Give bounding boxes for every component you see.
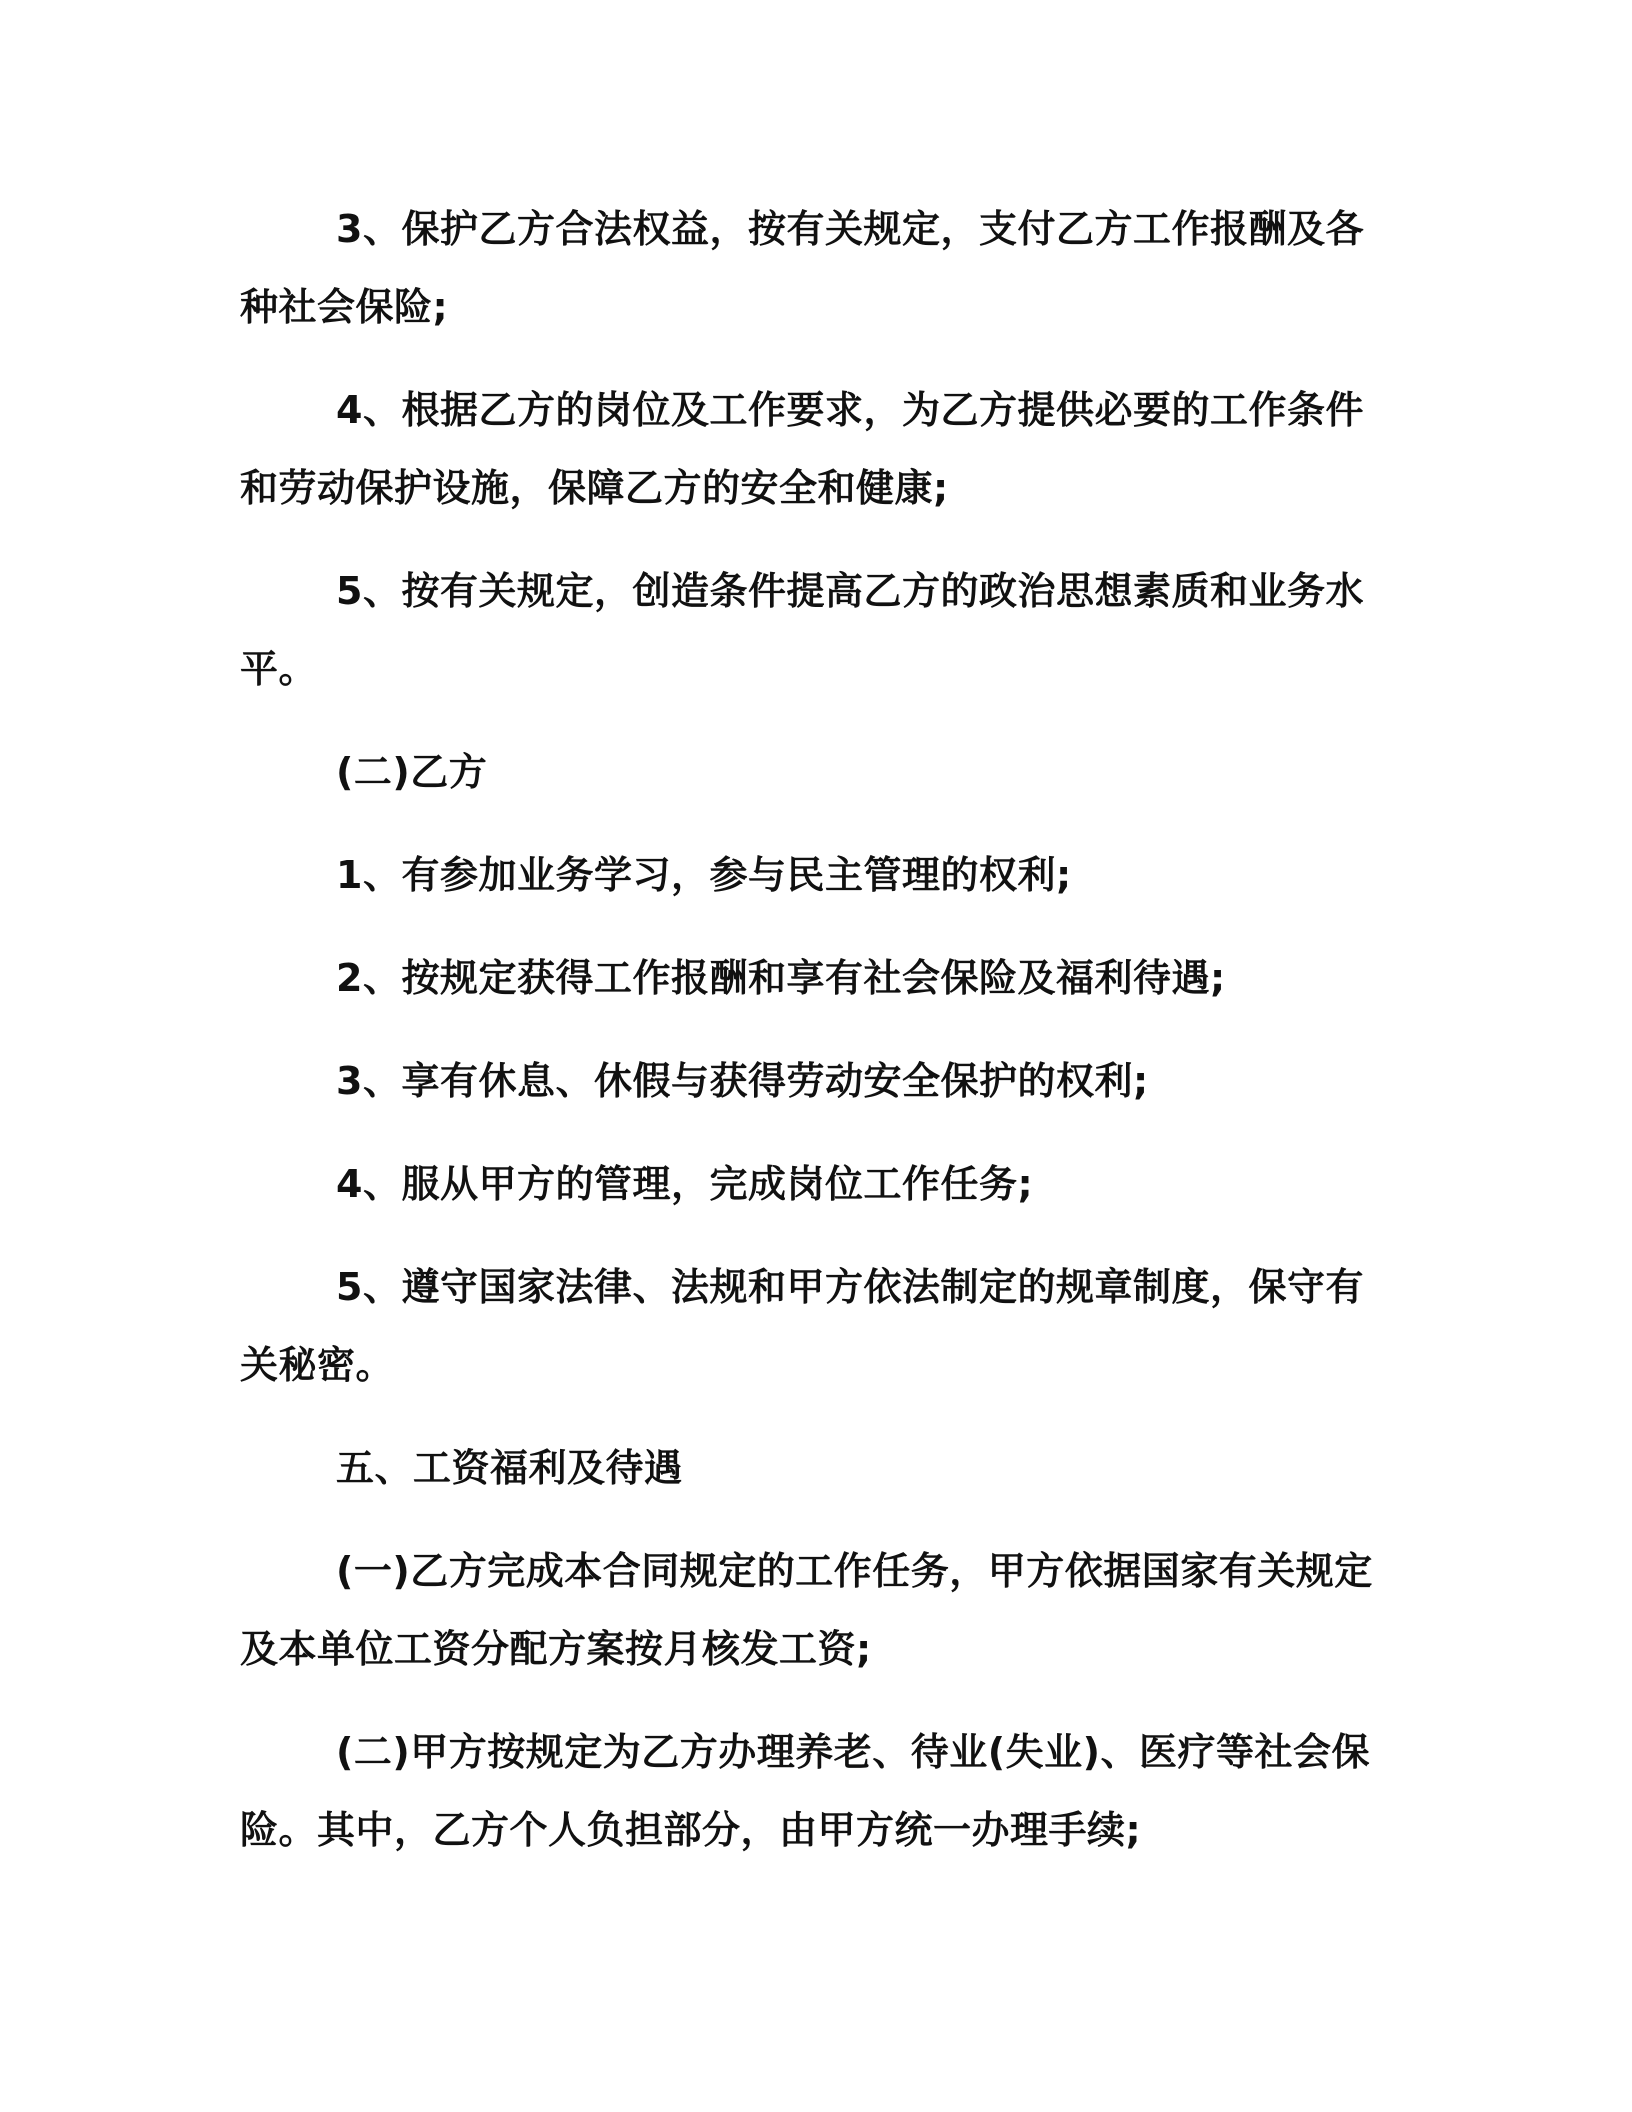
clause-party-b-2: 2、按规定获得工作报酬和享有社会保险及福利待遇;: [336, 956, 1226, 1000]
clause-party-b-4: 4、服从甲方的管理，完成岗位工作任务;: [336, 1162, 1034, 1206]
section-heading-party-b: (二)乙方: [336, 750, 488, 794]
clause-wages-2: (二)甲方按规定为乙方办理养老、待业(失业)、医疗等社会保险。其中，乙方个人负担部分，由甲方统一办理手续;: [240, 1730, 1370, 1852]
clause-party-b-1: 1、有参加业务学习，参与民主管理的权利;: [336, 853, 1072, 897]
document-body: [240, 190, 1380, 1894]
clause-party-b-5: 5、遵守国家法律、法规和甲方依法制定的规章制度，保守有关秘密。: [240, 1265, 1364, 1387]
clause-party-a-5: 5、按有关规定，创造条件提高乙方的政治思想素质和业务水平。: [240, 569, 1364, 691]
clause-wages-1: (一)乙方完成本合同规定的工作任务，甲方依据国家有关规定及本单位工资分配方案按月核发工资;: [240, 1549, 1373, 1671]
clause-party-a-3: 3、保护乙方合法权益，按有关规定，支付乙方工作报酬及各种社会保险;: [240, 207, 1364, 329]
clause-party-b-3: 3、享有休息、休假与获得劳动安全保护的权利;: [336, 1059, 1149, 1103]
clause-party-a-4: 4、根据乙方的岗位及工作要求，为乙方提供必要的工作条件和劳动保护设施，保障乙方的安全和健康;: [240, 388, 1364, 510]
section-heading-wages: 五、工资福利及待遇: [336, 1446, 683, 1490]
